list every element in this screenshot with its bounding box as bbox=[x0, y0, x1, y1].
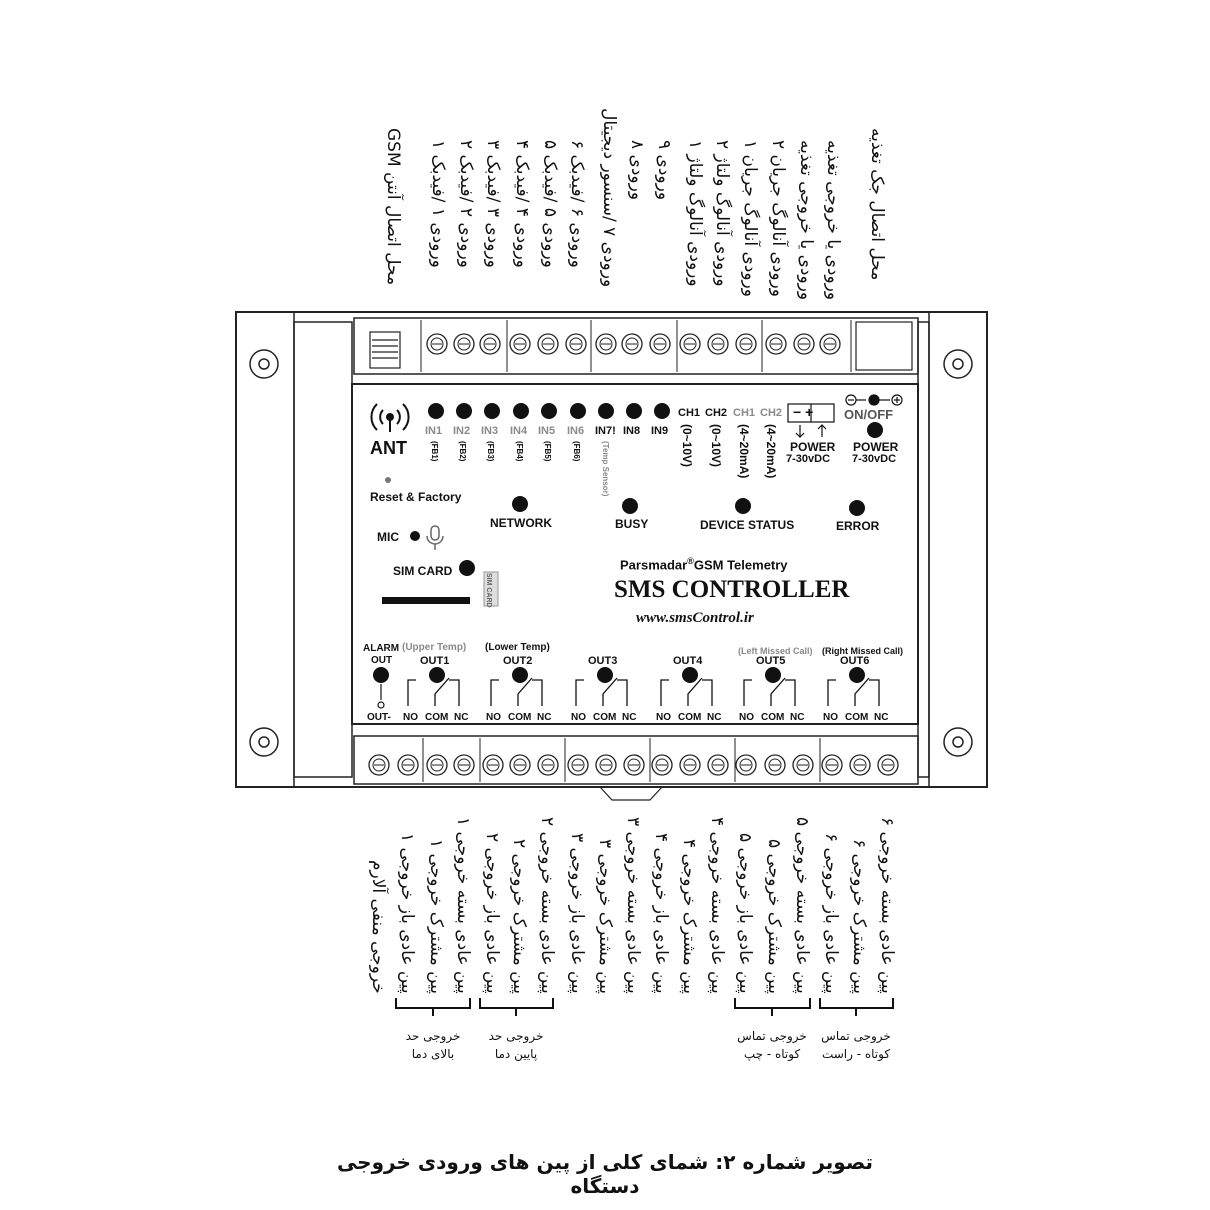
input-label: IN9 bbox=[651, 425, 669, 437]
power-arrows-icon bbox=[796, 425, 826, 437]
ch2-voltage-range: (0~10V) bbox=[709, 424, 723, 468]
right-mount-inner bbox=[918, 322, 929, 777]
relay-pin-label: NO bbox=[571, 712, 586, 723]
ant-label: ANT bbox=[370, 438, 407, 458]
top-pin-label: ورودی ۸ bbox=[627, 140, 647, 201]
ch1-voltage-range: (0~10V) bbox=[680, 424, 694, 468]
top-pin-label: محل اتصال جک تغذیه bbox=[867, 128, 887, 281]
input-label: IN4 bbox=[510, 425, 528, 437]
bottom-pin-label: پین عادی باز خروجی ۳ bbox=[567, 833, 587, 994]
feedback-label: (FB3) bbox=[486, 441, 495, 462]
brand-label bbox=[620, 556, 788, 572]
top-terminal-block bbox=[354, 318, 918, 374]
group-caption-line1: خروجی حد bbox=[405, 1029, 461, 1043]
bottom-pin-label: پین عادی باز خروجی ۵ bbox=[735, 833, 755, 994]
product-title: SMS CONTROLLER bbox=[614, 576, 850, 603]
top-pin-label: ورودی ۲ /فیدبک ۲ bbox=[456, 140, 476, 268]
network-label: NETWORK bbox=[490, 516, 552, 530]
relay-contact bbox=[491, 678, 542, 706]
device-status-led bbox=[735, 498, 751, 514]
input-label: IN6 bbox=[567, 425, 585, 437]
network-led bbox=[512, 496, 528, 512]
bottom-pin-label: پین عادی باز خروجی ۲ bbox=[482, 833, 502, 994]
antenna-icon bbox=[371, 404, 408, 432]
output-name: OUT3 bbox=[588, 655, 618, 667]
left-mount-inner bbox=[294, 322, 352, 777]
ch2-current-range: (4~20mA) bbox=[764, 424, 778, 479]
busy-label: BUSY bbox=[615, 517, 649, 531]
output-name: OUT2 bbox=[503, 655, 533, 667]
power-jack bbox=[856, 322, 912, 370]
group-caption-right-call bbox=[801, 1027, 911, 1063]
error-led bbox=[849, 500, 865, 516]
power1-range: 7-30vDC bbox=[786, 453, 831, 465]
output-name: OUT4 bbox=[673, 655, 703, 667]
bottom-pin-label: پین مشترک خروجی ۳ bbox=[595, 839, 615, 994]
input-label: IN8 bbox=[623, 425, 641, 437]
feedback-label: (FB1) bbox=[430, 441, 439, 462]
relay-contact bbox=[408, 678, 459, 706]
reset-label: Reset & Factory bbox=[370, 490, 462, 504]
output-note: (Upper Temp) bbox=[402, 642, 467, 653]
ch1-voltage-label: CH1 bbox=[678, 407, 701, 419]
alarm-pin-label: OUT- bbox=[367, 712, 391, 723]
output-led bbox=[429, 667, 445, 683]
brand-tagline: GSM Telemetry bbox=[693, 557, 788, 573]
relay-pin-label: NO bbox=[739, 712, 754, 723]
bottom-pin-label: پین عادی بسته خروجی ۵ bbox=[792, 817, 812, 994]
bottom-pin-label: پین عادی بسته خروجی ۲ bbox=[537, 817, 557, 994]
mic-label: MIC bbox=[377, 530, 399, 544]
bottom-pin-label: خروجی منفی آلارم bbox=[368, 860, 388, 994]
group-caption-line1: خروجی حد bbox=[488, 1029, 544, 1043]
relay-pin-label: COM bbox=[845, 712, 869, 723]
alarm-wire bbox=[378, 684, 384, 708]
input-led bbox=[654, 403, 670, 419]
relay-pin-label: NO bbox=[403, 712, 418, 723]
top-pin-label: ورودی یا خروجی تغذیه bbox=[796, 140, 816, 301]
bottom-terminal-block bbox=[354, 736, 918, 784]
group-caption-line2: بالای دما bbox=[411, 1047, 455, 1061]
relay-pin-label: COM bbox=[593, 712, 617, 723]
brand-name: Parsmadar bbox=[620, 557, 688, 573]
group-caption-line2: پایین دما bbox=[494, 1047, 538, 1061]
bottom-pin-label: پین مشترک خروجی ۴ bbox=[679, 839, 699, 994]
input-led bbox=[541, 403, 557, 419]
output-note: (Right Missed Call) bbox=[822, 646, 904, 656]
relay-pin-label: NO bbox=[823, 712, 838, 723]
input-label: IN1 bbox=[425, 425, 443, 437]
top-pin-label: ورودی ۷ /سنسور دیجیتال bbox=[599, 108, 619, 288]
bottom-pin-label: پین عادی بسته خروجی ۳ bbox=[623, 817, 643, 994]
top-pin-label: ورودی ۳ /فیدبک ۳ bbox=[483, 140, 503, 268]
feedback-label: (FB4) bbox=[515, 441, 524, 462]
input-led bbox=[598, 403, 614, 419]
antenna-connector bbox=[370, 332, 400, 368]
group-braces bbox=[396, 998, 893, 1016]
input-label: IN7! bbox=[595, 425, 616, 437]
reset-pinhole bbox=[385, 477, 391, 483]
relay-pin-label: NC bbox=[537, 712, 552, 723]
output-led bbox=[682, 667, 698, 683]
input-leds bbox=[428, 403, 670, 419]
sim-card-icon-label: SIM CARD bbox=[485, 573, 492, 608]
left-mount-rail bbox=[236, 312, 294, 787]
relay-contact bbox=[661, 678, 712, 706]
dc-jack-polarity-icon bbox=[846, 395, 902, 405]
microphone-icon bbox=[427, 526, 443, 550]
figure-caption: تصویر شماره ۲: شمای کلی از پین های ورودی خروجی دستگاه bbox=[336, 1150, 874, 1198]
bottom-pin-label: پین مشترک خروجی ۱ bbox=[426, 839, 446, 994]
relay-contact bbox=[576, 678, 627, 706]
relay-pin-label: NC bbox=[454, 712, 469, 723]
alarm-label: ALARM bbox=[363, 643, 400, 654]
onoff-label: ON/OFF bbox=[844, 407, 894, 422]
input-label: IN3 bbox=[481, 425, 499, 437]
bottom-tab bbox=[600, 787, 662, 800]
website-label: www.smsControl.ir bbox=[636, 610, 754, 626]
relay-pin-label: NC bbox=[790, 712, 805, 723]
input-led bbox=[513, 403, 529, 419]
relay-pin-label: NC bbox=[874, 712, 889, 723]
top-screw-terminals bbox=[421, 320, 851, 372]
bottom-pin-label: پین عادی بسته خروجی ۱ bbox=[453, 817, 473, 994]
feedback-label: (FB5) bbox=[543, 441, 552, 462]
top-pin-label: ورودی یا خروجی تغذیه bbox=[823, 140, 843, 301]
output-note: (Lower Temp) bbox=[485, 642, 550, 653]
bottom-pin-label: پین عادی باز خروجی ۴ bbox=[651, 833, 671, 994]
power2-range: 7-30vDC bbox=[852, 453, 897, 465]
bottom-pin-label: پین عادی باز خروجی ۶ bbox=[821, 833, 841, 994]
input-label: IN5 bbox=[538, 425, 556, 437]
relay-pin-label: NO bbox=[656, 712, 671, 723]
input-led bbox=[456, 403, 472, 419]
relay-pin-label: COM bbox=[761, 712, 785, 723]
group-caption-lower-temp bbox=[461, 1027, 571, 1063]
top-pin-label: ورودی آنالوگ ولتاژ ۱ bbox=[685, 140, 705, 287]
top-pin-label: ورودی ۵ /فیدبک ۵ bbox=[540, 140, 560, 268]
sim-card-label: SIM CARD bbox=[393, 564, 453, 578]
relay-contact bbox=[744, 678, 795, 706]
output-name: OUT5 bbox=[756, 655, 786, 667]
ch1-current-range: (4~20mA) bbox=[737, 424, 751, 479]
top-pin-label: محل اتصال آنتن GSM bbox=[383, 128, 403, 286]
output-led bbox=[849, 667, 865, 683]
top-pin-label: ورودی آنالوگ ولتاژ ۲ bbox=[712, 140, 732, 287]
relay-pin-label: NO bbox=[486, 712, 501, 723]
relay-pin-label: COM bbox=[678, 712, 702, 723]
registered-mark: ® bbox=[687, 556, 694, 566]
bottom-pin-label: پین عادی بسته خروجی ۶ bbox=[877, 817, 897, 994]
group-caption-line2: کوتاه - چپ bbox=[743, 1047, 801, 1061]
alarm-led bbox=[373, 667, 389, 683]
top-pin-label: ورودی آنالوگ جریان ۲ bbox=[768, 140, 788, 297]
group-caption-line2: کوتاه - راست bbox=[821, 1047, 891, 1061]
alarm-out-label: OUT bbox=[371, 655, 393, 666]
power-polarity-label: − + bbox=[793, 404, 814, 420]
sim-led bbox=[459, 560, 475, 576]
ch2-voltage-label: CH2 bbox=[705, 407, 728, 419]
input-led bbox=[484, 403, 500, 419]
input-led bbox=[626, 403, 642, 419]
power2-title: POWER bbox=[853, 440, 899, 454]
bottom-pin-label: پین مشترک خروجی ۶ bbox=[849, 839, 869, 994]
busy-led bbox=[622, 498, 638, 514]
device-status-label: DEVICE STATUS bbox=[700, 518, 795, 532]
output-led bbox=[512, 667, 528, 683]
bottom-pin-label: پین مشترک خروجی ۲ bbox=[509, 839, 529, 994]
error-label: ERROR bbox=[836, 519, 880, 533]
input-led bbox=[428, 403, 444, 419]
bottom-pin-label: پین عادی باز خروجی ۱ bbox=[397, 833, 417, 994]
feedback-label: (FB2) bbox=[458, 441, 467, 462]
bottom-pin-label: پین عادی بسته خروجی ۴ bbox=[707, 817, 727, 994]
group-caption-line1: خروجی تماس bbox=[821, 1029, 891, 1043]
relay-pin-label: COM bbox=[425, 712, 449, 723]
ch1-current-label: CH1 bbox=[733, 407, 756, 419]
output-name: OUT1 bbox=[420, 655, 450, 667]
bottom-pin-label: پین مشترک خروجی ۵ bbox=[764, 839, 784, 994]
power1-title: POWER bbox=[790, 440, 836, 454]
bottom-screw-terminals bbox=[369, 738, 898, 782]
group-caption-line1: خروجی تماس bbox=[737, 1029, 807, 1043]
input-led bbox=[570, 403, 586, 419]
relay-symbols bbox=[408, 667, 879, 706]
right-mount-rail bbox=[929, 312, 987, 787]
sim-slot bbox=[382, 597, 470, 604]
relay-pin-label: NC bbox=[622, 712, 637, 723]
output-led bbox=[765, 667, 781, 683]
top-pin-label: ورودی ۴ /فیدبک ۴ bbox=[512, 140, 532, 268]
top-pin-label: ورودی ۱ /فیدبک ۱ bbox=[428, 140, 448, 268]
relay-pin-label: NC bbox=[707, 712, 722, 723]
mic-hole bbox=[410, 531, 420, 541]
output-note: (Left Missed Call) bbox=[738, 646, 813, 656]
power-led bbox=[867, 422, 883, 438]
feedback-label: (FB6) bbox=[572, 441, 581, 462]
relay-pin-label: COM bbox=[508, 712, 532, 723]
input-label: IN2 bbox=[453, 425, 471, 437]
temp-sensor-label: (Temp Sensor) bbox=[601, 441, 610, 497]
ch2-current-label: CH2 bbox=[760, 407, 783, 419]
top-pin-label: ورودی ۶ /فیدبک ۶ bbox=[567, 140, 587, 268]
output-led bbox=[597, 667, 613, 683]
output-name: OUT6 bbox=[840, 655, 870, 667]
relay-contact bbox=[828, 678, 879, 706]
top-pin-label: ورودی آنالوگ جریان ۱ bbox=[740, 140, 760, 297]
top-pin-label: ورودی ۹ bbox=[654, 140, 674, 201]
